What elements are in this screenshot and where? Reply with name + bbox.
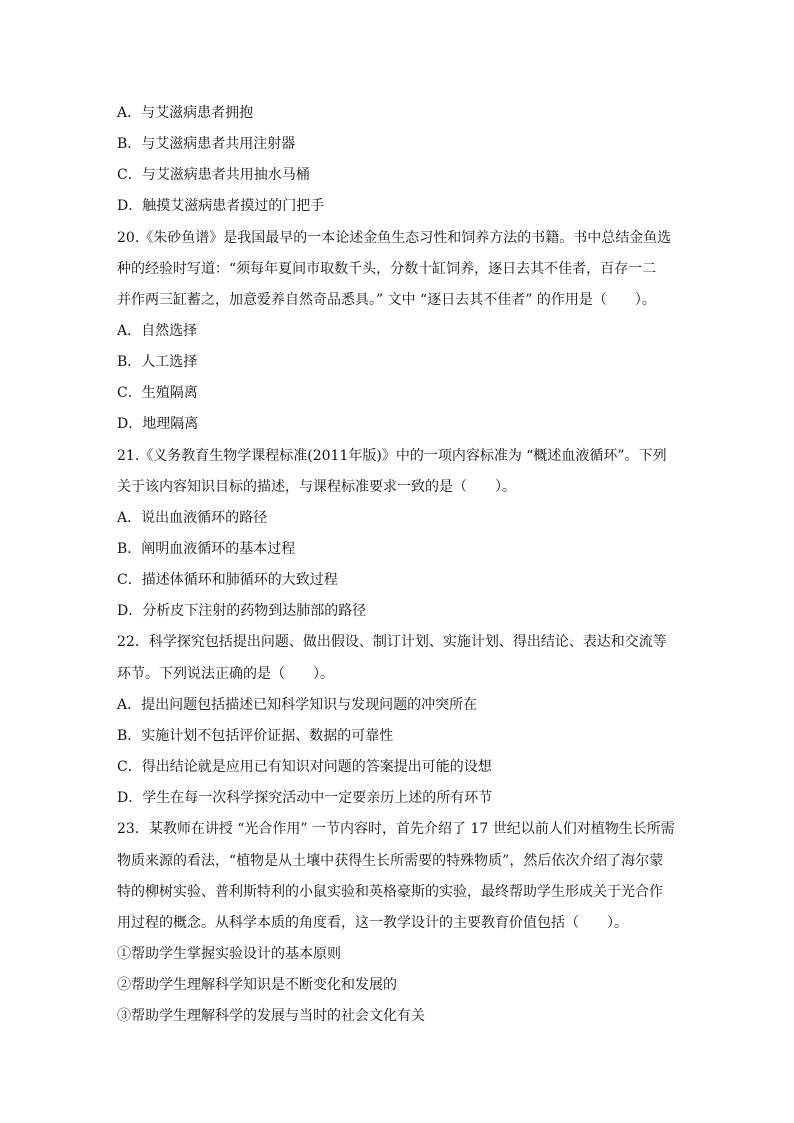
q19-option-c: C．与艾滋病患者共用抽水马桶 (117, 167, 310, 183)
q20-option-b: B．人工选择 (117, 354, 198, 370)
q20-option-d: D．地理隔离 (117, 416, 199, 432)
q22-option-c: C．得出结论就是应用已有知识对问题的答案提出可能的设想 (117, 759, 492, 775)
q21-option-b: B．阐明血液循环的基本过程 (117, 541, 296, 557)
q22-option-a: A．提出问题包括描述已知科学知识与发现问题的冲突所在 (117, 697, 478, 713)
q23-stem-line-4: 用过程的概念。从科学本质的角度看，这一教学设计的主要教育价值包括（ ）。 (117, 915, 628, 931)
q19-option-b: B．与艾滋病患者共用注射器 (117, 136, 296, 152)
q22-stem-line-2: 环节。下列说法正确的是（ ）。 (117, 666, 334, 682)
q23-stem-line-2: 物质来源的看法，“植物是从土壤中获得生长所需要的特殊物质”，然后依次介绍了海尔蒙 (117, 853, 664, 869)
q23-statement-3: ③帮助学生理解科学的发展与当时的社会文化有关 (117, 1008, 425, 1024)
q21-stem-line-1: 21.《义务教育生物学课程标准(2011年版)》中的一项内容标准为 “概述血液循环”。下列 (117, 448, 667, 464)
q23-statement-2: ②帮助学生理解科学知识是不断变化和发展的 (117, 977, 397, 993)
q23-stem-line-1: 23．某教师在讲授 “光合作用” 一节内容时，首先介绍了 17 世纪以前人们对植物生长所需 (117, 821, 675, 837)
q22-stem-line-1: 22．科学探究包括提出问题、做出假设、制订计划、实施计划、得出结论、表达和交流等 (117, 634, 667, 650)
q22-option-d: D．学生在每一次科学探究活动中一定要亲历上述的所有环节 (117, 790, 493, 806)
q21-stem-line-2: 关于该内容知识目标的描述，与课程标准要求一致的是（ ）。 (117, 479, 516, 495)
q20-option-c: C．生殖隔离 (117, 385, 198, 401)
q22-option-b: B．实施计划不包括评价证据、数据的可靠性 (117, 728, 394, 744)
q19-option-d: D．触摸艾滋病患者摸过的门把手 (117, 198, 325, 214)
q20-stem-line-3: 并作两三缸蓄之，加意爱养自然奇品悉具。” 文中 “逐日去其不佳者” 的作用是（ ）。 (117, 292, 656, 308)
q21-option-a: A．说出血液循环的路径 (117, 510, 268, 526)
q23-statement-1: ①帮助学生掌握实验设计的基本原则 (117, 946, 341, 962)
q21-option-c: C．描述体循环和肺循环的大致过程 (117, 572, 338, 588)
q23-stem-line-3: 特的柳树实验、普利斯特利的小鼠实验和英格豪斯的实验，最终帮助学生形成关于光合作 (117, 884, 663, 900)
q20-stem-line-1: 20.《朱砂鱼谱》是我国最早的一本论述金鱼生态习性和饲养方法的书籍。书中总结金鱼选 (117, 230, 672, 246)
q21-option-d: D．分析皮下注射的药物到达肺部的路径 (117, 603, 367, 619)
q20-stem-line-2: 种的经验时写道：“须每年夏间市取数千头，分数十缸饲养，逐日去其不佳者，百存一二 (117, 261, 657, 277)
q19-option-a: A．与艾滋病患者拥抱 (117, 105, 254, 121)
q20-option-a: A．自然选择 (117, 323, 198, 339)
